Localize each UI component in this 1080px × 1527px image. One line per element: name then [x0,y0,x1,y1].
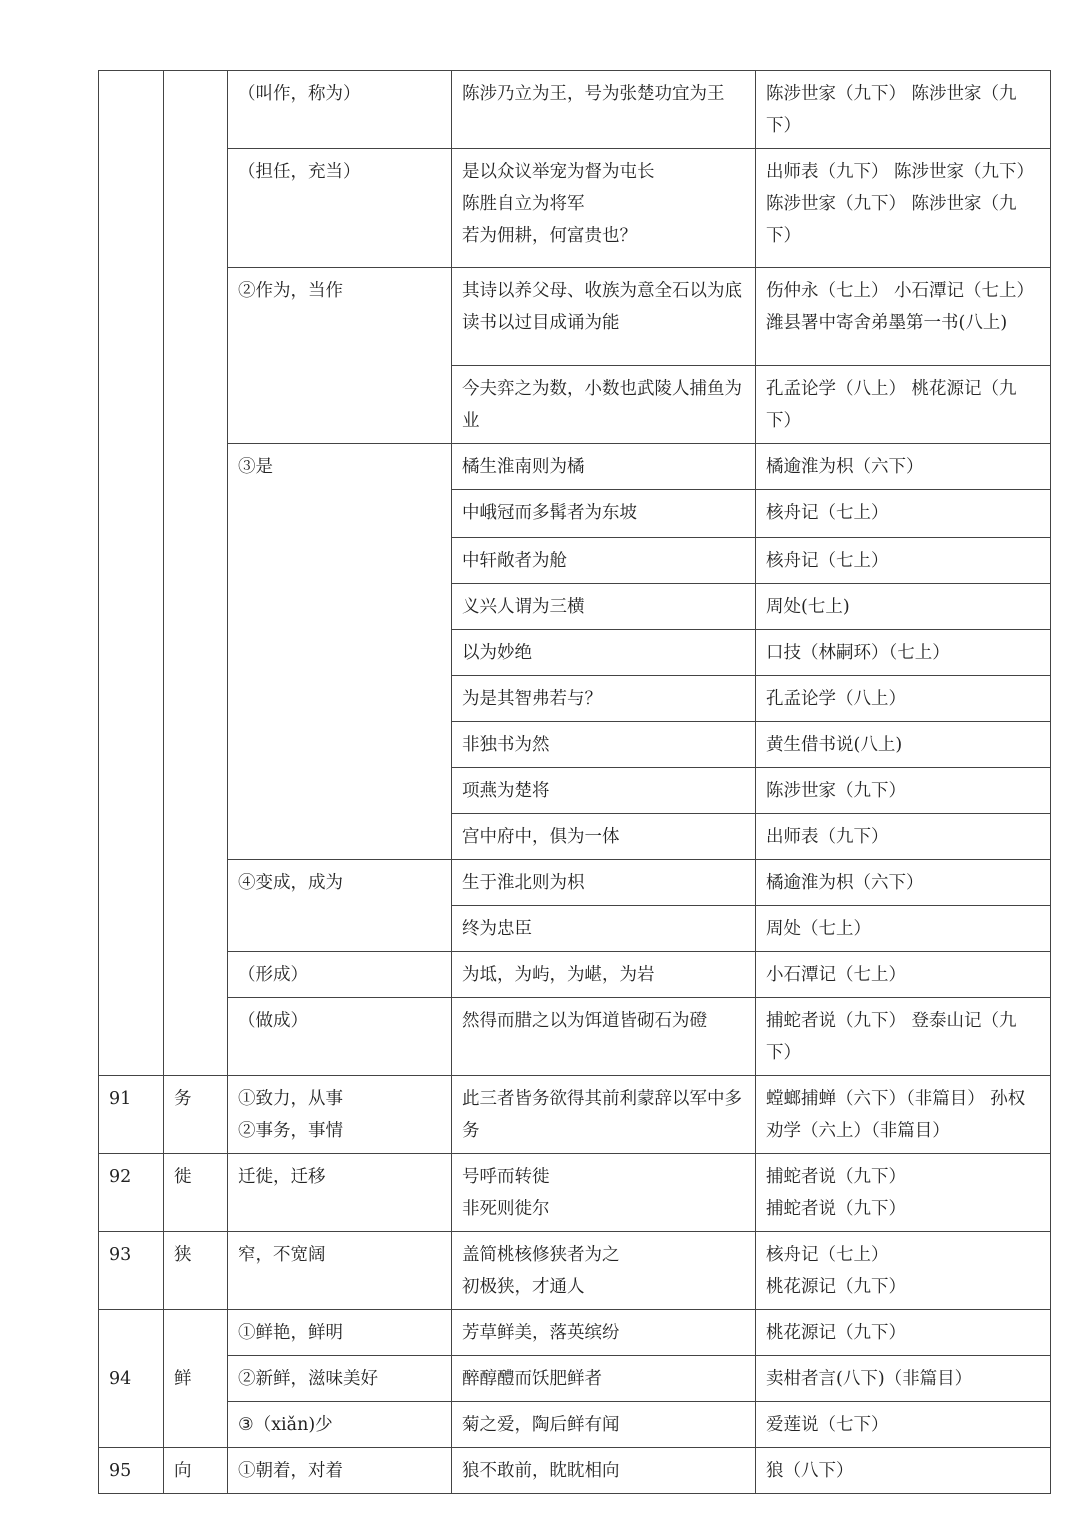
example-cell [452,366,756,444]
entry-word-cell [164,1448,228,1494]
entry-word-cell [164,1310,228,1448]
example-text: 陈胜自立为将军 [462,194,585,214]
meaning-cell [228,71,452,149]
example-text: 此三者皆务欲得其前利蒙辞以军中多务 [462,1089,742,1141]
example-cell [452,768,756,814]
example-text: 芳草鲜美，落英缤纷 [462,1323,620,1343]
entry-number-cell [99,1154,164,1232]
source-cell [756,268,1051,366]
example-text: 宫中府中，俱为一体 [462,827,620,847]
source-text: 口技（林嗣环）（七上） [766,643,950,663]
source-cell [756,768,1051,814]
table-row [99,1356,1051,1402]
example-text: 为是其智弗若与？ [462,689,602,709]
source-cell [756,676,1051,722]
source-cell [756,1448,1051,1494]
example-cell [452,538,756,584]
example-cell [452,906,756,952]
example-cell [452,149,756,268]
example-cell [452,676,756,722]
meaning-cell [228,1076,452,1154]
meaning-cell [228,952,452,998]
meaning-cell [228,1356,452,1402]
example-cell [452,722,756,768]
meaning-text: ④变成，成为 [238,873,343,893]
example-cell [452,584,756,630]
entry-word: 徙 [174,1167,192,1187]
source-text: 陈涉世家（九下） [766,781,906,801]
example-text: 号呼而转徙 [462,1167,550,1187]
source-cell [756,906,1051,952]
source-cell [756,444,1051,490]
example-text: 菊之爱，陶后鲜有闻 [462,1415,620,1435]
table-row [99,1310,1051,1356]
example-cell [452,1310,756,1356]
source-cell [756,71,1051,149]
source-cell [756,1356,1051,1402]
source-text: 陈涉世家（九下） 陈涉世家（九下） [766,84,1017,136]
source-text: 黄生借书说(八上) [766,735,903,755]
source-cell [756,998,1051,1076]
entry-word: 鲜 [174,1369,192,1389]
source-text: 核舟记（七上） [766,1245,889,1265]
source-text: 周处（七上） [766,919,871,939]
meaning-text: ①致力，从事 [238,1089,343,1109]
entry-number-cell [99,1310,164,1448]
source-text: 捕蛇者说（九下） 登泰山记（九下） [766,1011,1017,1063]
example-cell [452,1448,756,1494]
vocabulary-table [98,70,1051,1494]
source-cell [756,584,1051,630]
entry-word: 务 [174,1089,192,1109]
meaning-cell [228,444,452,860]
example-cell [452,1076,756,1154]
source-text: 捕蛇者说（九下） [766,1199,906,1219]
entry-number: 95 [109,1461,132,1481]
source-text: 爱莲说（七下） [766,1415,889,1435]
example-text: 今夫弈之为数，小数也武陵人捕鱼为业 [462,379,742,431]
table-row [99,1154,1051,1232]
meaning-cell [228,268,452,444]
meaning-text: 窄，不宽阔 [238,1245,326,1265]
meaning-cell [228,1402,452,1448]
example-cell [452,860,756,906]
source-text: 橘逾淮为枳（六下） [766,457,924,477]
table-row [99,860,1051,906]
example-text: 橘生淮南则为橘 [462,457,585,477]
source-text: 孔孟论学（八上） [766,689,906,709]
meaning-cell [228,1310,452,1356]
source-cell [756,814,1051,860]
source-text: 出师表（九下） [766,827,889,847]
source-text: 桃花源记（九下） [766,1277,906,1297]
example-text: 以为妙绝 [462,643,532,663]
example-text: 非独书为然 [462,735,550,755]
source-text: 潍县署中寄舍弟墨第一书(八上) [766,313,1008,333]
source-text: 出师表（九下） 陈涉世家（九下） 陈涉世家（九下） 陈涉世家（九下） [766,162,1035,246]
entry-word-cell [164,1076,228,1154]
meaning-cell [228,998,452,1076]
example-text: 狼不敢前，眈眈相向 [462,1461,620,1481]
source-text: 伤仲永（七上） 小石潭记（七上） [766,281,1035,301]
source-text: 核舟记（七上） [766,503,889,523]
example-cell [452,1154,756,1232]
example-cell [452,952,756,998]
meaning-text: ②事务，事情 [238,1121,343,1141]
example-text: 其诗以养父母、收族为意全石以为底 [462,281,742,301]
example-text: 终为忠臣 [462,919,532,939]
meaning-text: ②作为，当作 [238,281,343,301]
source-cell [756,1310,1051,1356]
source-text: 狼（八下） [766,1461,854,1481]
example-text: 中峨冠而多髯者为东坡 [462,503,637,523]
meaning-text: ③是 [238,457,273,477]
meaning-cell [228,1448,452,1494]
meaning-text: （做成） [238,1011,308,1031]
entry-number: 92 [109,1167,132,1187]
entry-word-cell [164,1232,228,1310]
example-text: 初极狭，才通人 [462,1277,585,1297]
entry-number-cell [99,1076,164,1154]
source-cell [756,1154,1051,1232]
example-cell [452,1402,756,1448]
entry-word: 狭 [174,1245,192,1265]
example-cell [452,814,756,860]
table-row [99,1076,1051,1154]
meaning-cell [228,149,452,268]
source-text: 橘逾淮为枳（六下） [766,873,924,893]
table-row [99,149,1051,268]
entry-word-cell [164,1154,228,1232]
source-cell [756,1076,1051,1154]
example-cell [452,1356,756,1402]
entry-word: 向 [174,1461,192,1481]
example-text: 然得而腊之以为饵道皆砌石为磴 [462,1011,707,1031]
example-text: 醉醇醴而饫肥鲜者 [462,1369,602,1389]
example-text: 非死则徙尔 [462,1199,550,1219]
entry-number-cell [99,1232,164,1310]
meaning-cell [228,860,452,952]
source-text: 螳螂捕蝉（六下）（非篇目） 孙权劝学（六上）（非篇目） [766,1089,1026,1141]
source-cell [756,952,1051,998]
example-cell [452,268,756,366]
table-row [99,952,1051,998]
source-cell [756,630,1051,676]
entry-number: 93 [109,1245,132,1265]
entry-number-cell [99,71,164,1076]
example-text: 读书以过目成诵为能 [462,313,620,333]
example-text: 陈涉乃立为王，号为张楚功宜为王 [462,84,725,104]
meaning-text: ②新鲜，滋味美好 [238,1369,378,1389]
example-cell [452,630,756,676]
source-text: 周处(七上) [766,597,850,617]
entry-number: 91 [109,1089,132,1109]
meaning-text: ①朝着，对着 [238,1461,343,1481]
example-cell [452,71,756,149]
source-text: 桃花源记（九下） [766,1323,906,1343]
table-row [99,268,1051,366]
meaning-text: （担任，充当） [238,162,361,182]
source-text: 捕蛇者说（九下） [766,1167,906,1187]
source-text: 孔孟论学（八上） 桃花源记（九下） [766,379,1017,431]
example-text: 义兴人谓为三横 [462,597,585,617]
example-text: 为坻，为屿，为嵁，为岩 [462,965,655,985]
source-text: 卖柑者言(八下)（非篇目） [766,1369,973,1389]
entry-number: 94 [109,1369,132,1389]
meaning-text: （叫作，称为） [238,84,361,104]
source-cell [756,722,1051,768]
meaning-cell [228,1154,452,1232]
table-row [99,444,1051,490]
source-cell [756,149,1051,268]
table-row [99,71,1051,149]
entry-word-cell [164,71,228,1076]
meaning-text: ③（xiǎn)少 [238,1415,333,1435]
meaning-cell [228,1232,452,1310]
example-text: 盖简桃核修狭者为之 [462,1245,620,1265]
source-cell [756,1232,1051,1310]
source-cell [756,366,1051,444]
table-row [99,1448,1051,1494]
source-text: 小石潭记（七上） [766,965,906,985]
source-cell [756,538,1051,584]
example-cell [452,490,756,538]
example-cell [452,998,756,1076]
source-cell [756,490,1051,538]
table-row [99,1232,1051,1310]
table-row [99,998,1051,1076]
meaning-text: 迁徙，迁移 [238,1167,326,1187]
example-text: 项燕为楚将 [462,781,550,801]
table-row [99,1402,1051,1448]
example-text: 中轩敞者为舱 [462,551,567,571]
source-text: 核舟记（七上） [766,551,889,571]
example-cell [452,444,756,490]
source-cell [756,1402,1051,1448]
example-text: 是以众议举宠为督为屯长 [462,162,655,182]
example-cell [452,1232,756,1310]
example-text: 若为佣耕，何富贵也？ [462,226,637,246]
entry-number-cell [99,1448,164,1494]
meaning-text: （形成） [238,965,308,985]
meaning-text: ①鲜艳，鲜明 [238,1323,343,1343]
example-text: 生于淮北则为枳 [462,873,585,893]
source-cell [756,860,1051,906]
